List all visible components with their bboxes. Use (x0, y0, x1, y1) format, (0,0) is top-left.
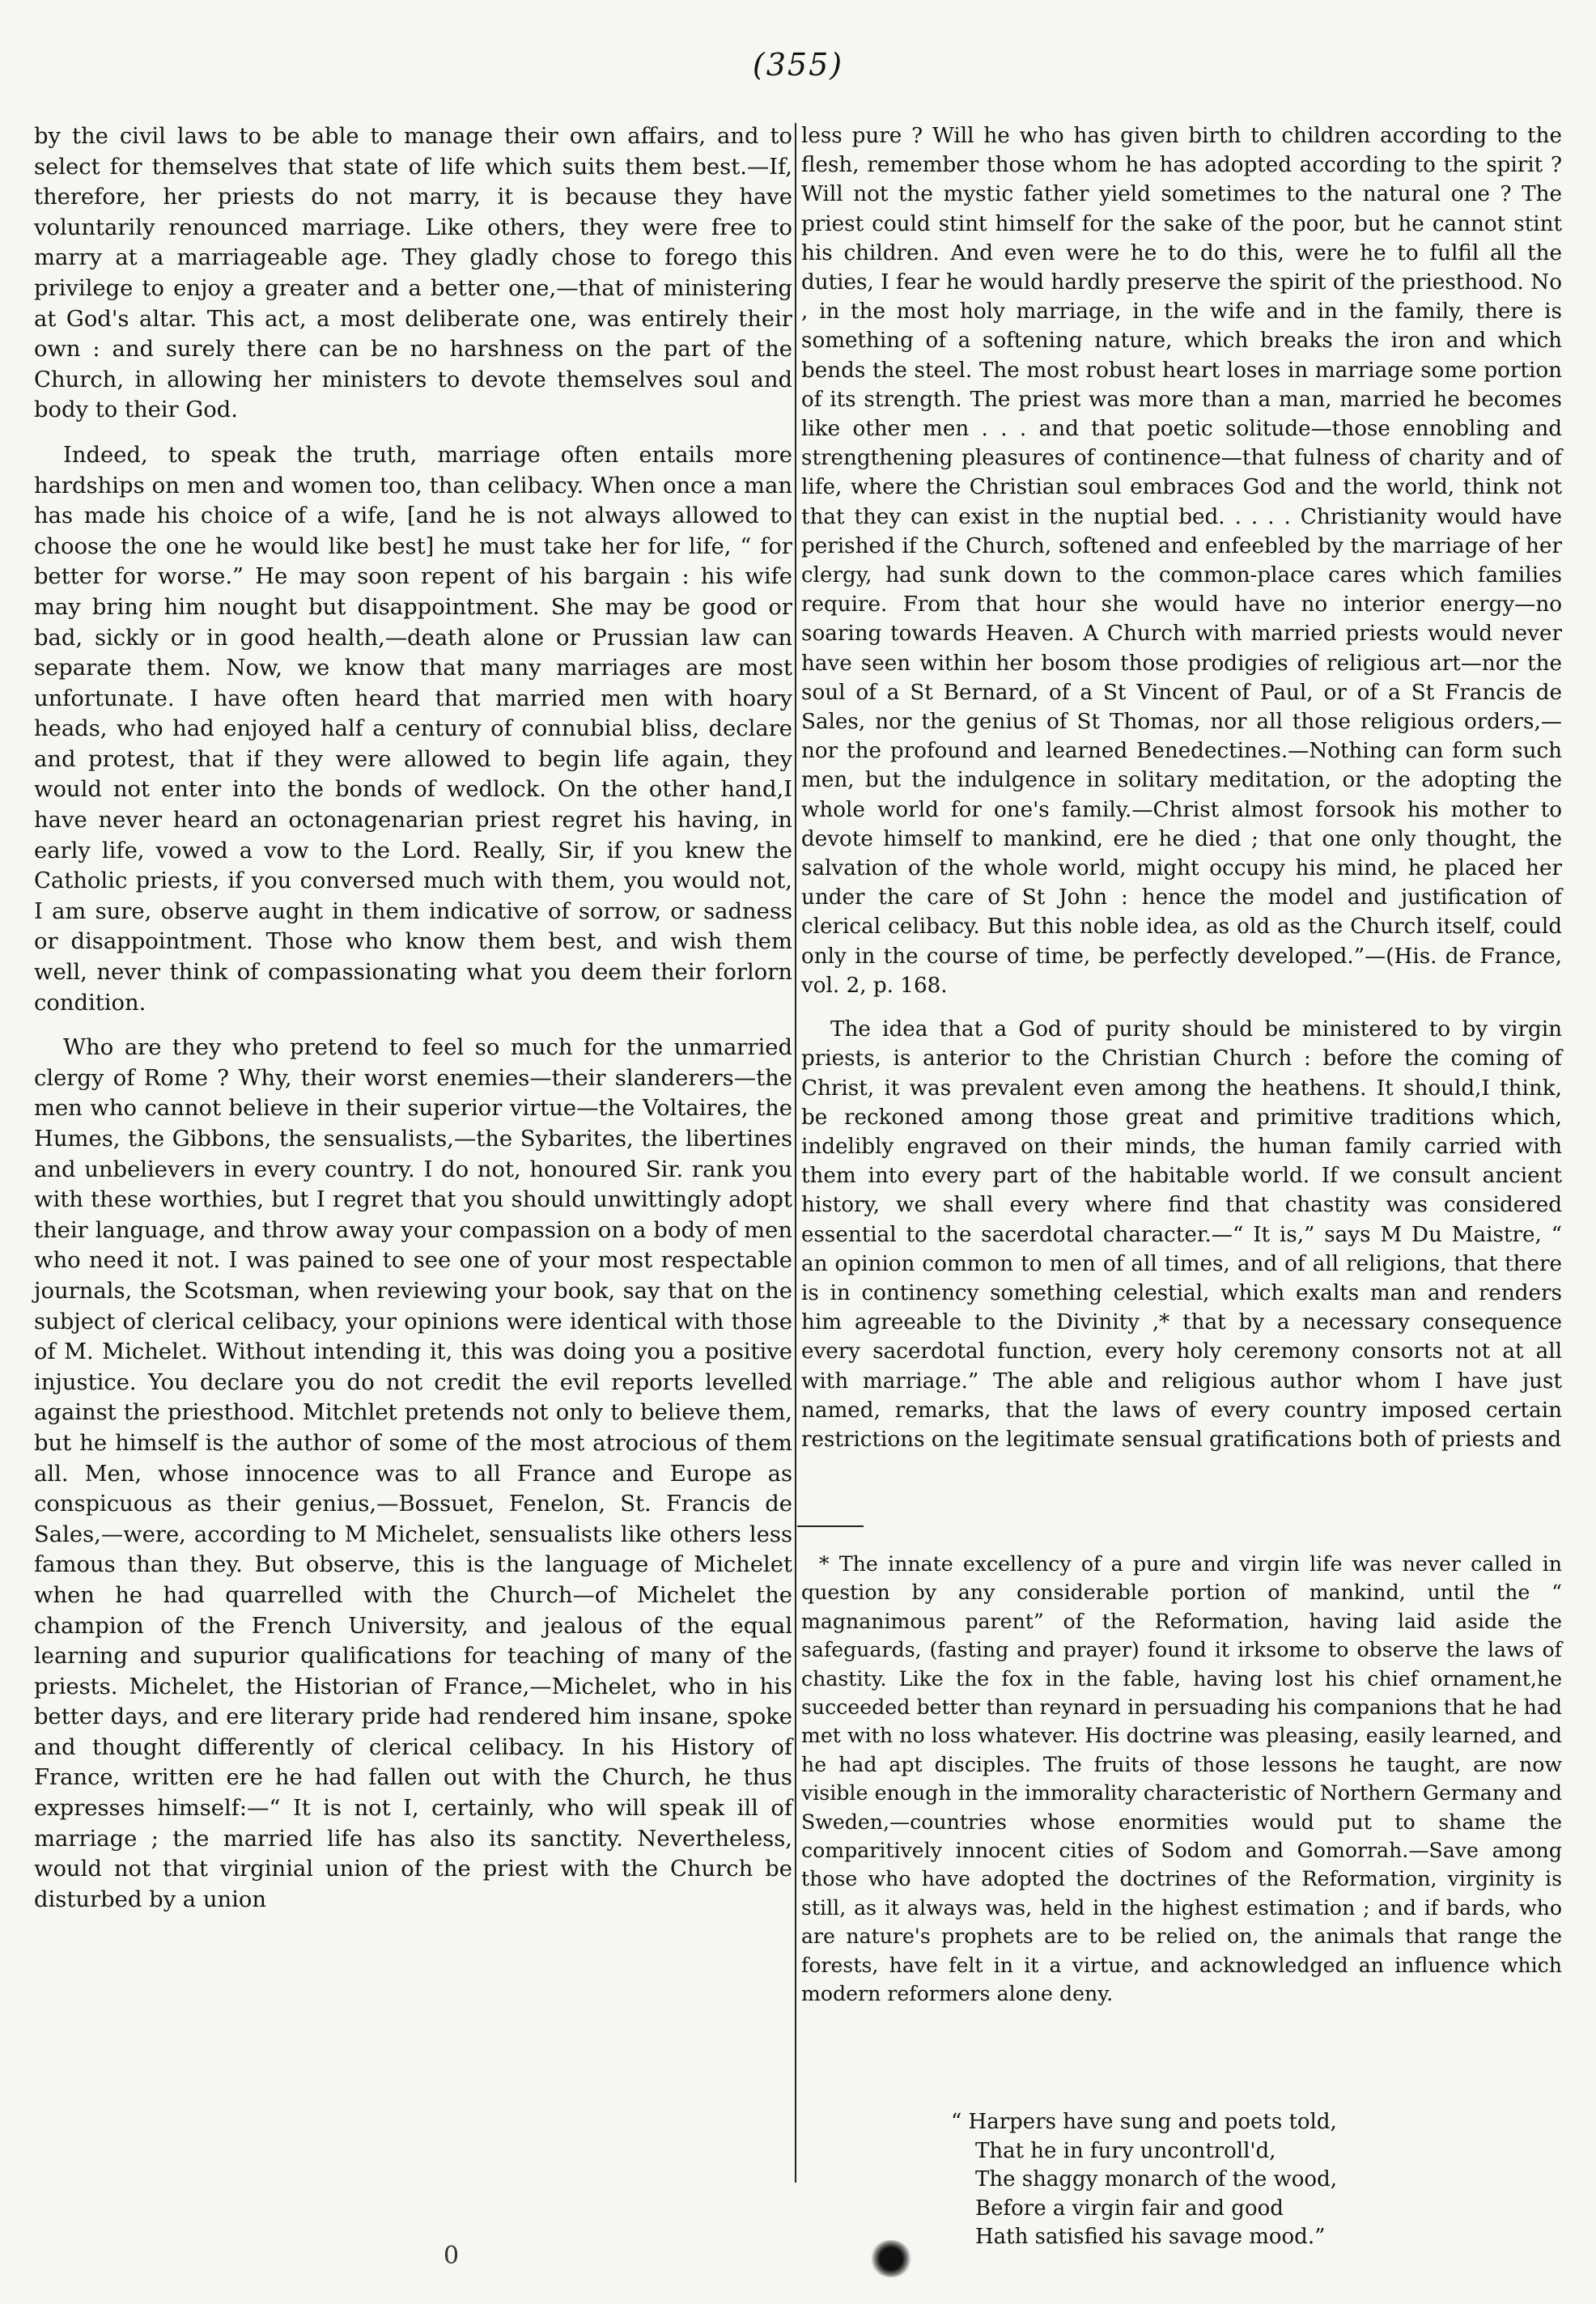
left-paragraph-2: Indeed, to speak the truth, marriage often entails more hardships on men and women too, than celibacy. When once a man has made his choice of a wife, [and he is not always allowed to choose the one he would like best] he must take her for life, “ for better for worse.” He may soon repent of his bargain : his wife may bring him nought but disappointment. She may be good or bad, sickly or in good health,—death alone or Prussian law can separate them. Now, we know that many marriages are most unfortunate. I have often heard that married men with hoary heads, who had enjoyed half a century of connubial bliss, declare and protest, that if they were allowed to begin life again, they would not enter into the bonds of wedlock. On the other hand,I have never heard an octonagenarian priest regret his having, in early life, vowed a vow to the Lord. Really, Sir, if you knew the Catholic priests, if you conversed much with them, you would not, I am sure, observe aught in them indicative of sorrow, or sadness or disappointment. Those who know them best, and wish them well, never think of compassionating what you deem their forlorn condition. (34, 442, 792, 1016)
right-paragraph-1: less pure ? Will he who has given birth to children according to the flesh, remember those whom he has adopted according to the spirit ? Will not the mystic father yield sometimes to the natural one ? The priest could stint himself for the sake of the poor, but he cannot stint his children. And even were he to do this, were he to fulfil all the duties, I fear he would hardly preserve the spirit of the priesthood. No , in the most holy marriage, in the wife and in the family, there is something of a softening nature, which breaks the iron and which bends the steel. The most robust heart loses in marriage some portion of its strength. The priest was more than a man, married he becomes like other men . . . and that poetic solitude—those ennobling and strengthening pleasures of continence—that fulness of charity and of life, where the Christian soul embraces God and the world, think not that they can exist in the nuptial bed. . . . . Christianity would have perished if the Church, softened and enfeebled by the marriage of her clergy, had sunk down to the common-place cares which families require. From that hour she would have no interior energy—no soaring towards Heaven. A Church with married priests would never have seen within her bosom those prodigies of religious art—nor the soul of a St Bernard, of a St Vincent of Paul, or of a St Francis de Sales, nor the genius of St Thomas, nor all those religious orders,—nor the profound and learned Benedectines.—Nothing can form such men, but the indulgence in solitary meditation, or the adopting the whole world for one's family.—Christ almost forsook his mother to devote himself to mankind, ere he died ; that one only thought, the salvation of the whole world, might occupy his mind, he placed her under the care of St John : hence the model and justification of clerical celibacy. But this noble idea, as old as the Church itself, could only in the course of time, be perfectly developed.”—(His. de France, vol. 2, p. 168. (801, 124, 1562, 998)
poem-line-1: “ Harpers have sung and poets told, (951, 2110, 1337, 2134)
page-number: (355) (752, 47, 844, 83)
left-paragraph-1: by the civil laws to be able to manage their own affairs, and to select for themselves that state of life which suits them best.—If, therefore, her priests do not marry, it is because they have voluntarily renounced marriage. Like others, they were free to marry at a marriageable age. They gladly chose to forego this privilege to enjoy a greater and a better one,—that of ministering at God's altar. This act, a most deliberate one, was entirely their own : and surely there can be no harshness on the part of the Church, in allowing her ministers to devote themselves soul and body to their God. (34, 124, 792, 423)
poem-line-2: That he in fury uncontroll'd, (975, 2138, 1276, 2163)
poem-line-4: Before a virgin fair and good (975, 2196, 1284, 2221)
footnote (801, 1550, 1562, 2009)
right-column (801, 121, 1562, 1454)
footnote-text: * The innate excellency of a pure and virgin life was never called in question by any considerable portion of mankind, until the “ magnanimous parent” of the Reformation, having laid aside the safeguards, (fasting and prayer) found it irksome to observe the laws of chastity. Like the fox in the fable, having lost his chief ornament,he succeeded better than reynard in persuading his companions that he had met with no loss whatever. His doctrine was pleasing, easily learned, and he had apt disciples. The fruits of those lessons he taught, are now visible enough in the immorality characteristic of Northern Germany and Sweden,—countries whose enormities would put to shame the comparitively innocent cities of Sodom and Gomorrah.—Save among those who have adopted the doctrines of the Reformation, virginity is still, as it always was, held in the highest estimation ; and if bards, who are nature's prophets are to be relied on, the animals that range the forests, have felt in it a virtue, and acknowledged an influence which modern reformers alone deny. (801, 1552, 1562, 2006)
footnote-rule (797, 1525, 864, 1527)
right-paragraph-2: The idea that a God of purity should be ministered to by virgin priests, is anterior to the Christian Church : before the coming of Christ, it was prevalent even among the heathens. It should,I think, be reckoned among those great and primitive traditions which, indelibly engraved on their minds, the human family carried with them into every part of the habitable world. If we consult ancient history, we shall every where find that chastity was considered essential to the sacerdotal character.—“ It is,” says M Du Maistre, “ an opinion common to men of all times, and of all religions, that there is in continency something celestial, which exalts man and renders him agreeable to the Divinity ,* that by a necessary consequence every sacerdotal function, every holy ceremony consorts not at all with marriage.” The able and religious author whom I have just named, remarks, that the laws of every country imposed certain restrictions on the legitimate sensual gratifications both of priests and (801, 1017, 1562, 1452)
column-divider (795, 123, 796, 2183)
ink-blot-mark (870, 2240, 912, 2277)
poem-line-3: The shaggy monarch of the wood, (975, 2167, 1337, 2192)
poem-line-5: Hath satisfied his savage mood.” (975, 2225, 1326, 2249)
left-column (34, 121, 792, 1915)
poem-quote (951, 2108, 1337, 2252)
bottom-signature-mark: 0 (444, 2242, 460, 2270)
left-paragraph-3: Who are they who pretend to feel so much for the unmarried clergy of Rome ? Why, their worst enemies—their slanderers—the men who cannot believe in their superior virtue—the Voltaires, the Humes, the Gibbons, the sensualists,—the Sybarites, the libertines and unbelievers in every country. I do not, honoured Sir. rank you with these worthies, but I regret that you should unwittingly adopt their language, and throw away your compassion on a body of men who need it not. I was pained to see one of your most respectable journals, the Scotsman, when reviewing your book, say that on the subject of clerical celibacy, your opinions were identical with those of M. Michelet. Without intending it, this was doing you a positive injustice. You declare you do not credit the evil reports levelled against the priesthood. Mitchlet pretends not only to believe them, but he himself is the author of some of the most atrocious of them all. Men, whose innocence was to all France and Europe as conspicuous as their genius,—Bossuet, Fenelon, St. Francis de Sales,—were, according to M Michelet, sensualists like others less famous than they. But observe, this is the language of Michelet when he had quarrelled with the Church—of Michelet the champion of the French University, and jealous of the equal learning and supurior qualifications for teaching of many of the priests. Michelet, the Historian of France,—Michelet, who in his better days, and ere literary pride had rendered him insane, spoke and thought differently of clerical celibacy. In his History of France, written ere he had fallen out with the Church, he thus expresses himself:—“ It is not I, certainly, who will speak ill of marriage ; the married life has also its sanctity. Nevertheless, would not that virginial union of the priest with the Church be disturbed by a union (34, 1035, 792, 1912)
